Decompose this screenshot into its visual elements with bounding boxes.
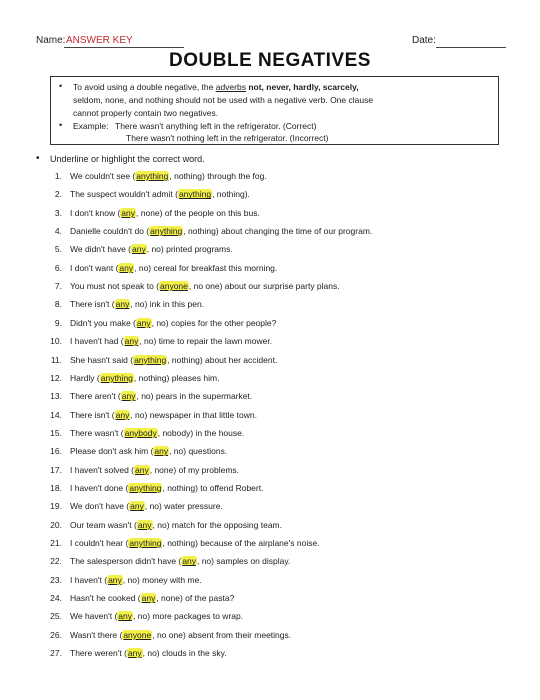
list-item <box>0 410 540 428</box>
highlighted-answer: anything <box>150 226 183 237</box>
item-sentence: There aren't (any, no) pears in the supermarket. <box>70 391 253 402</box>
highlighted-answer: any <box>136 317 151 328</box>
page-title: DOUBLE NEGATIVES <box>169 50 371 71</box>
highlighted-answer: any <box>115 409 130 420</box>
item-sentence: We don't have (any, no) water pressure. <box>70 501 223 512</box>
item-number: 25. <box>50 611 62 622</box>
item-number: 1. <box>54 171 62 181</box>
list-item <box>0 501 540 519</box>
item-number: 18. <box>50 482 62 493</box>
item-sentence: There weren't (any, no) clouds in the sky. <box>70 648 227 659</box>
highlighted-answer: any <box>124 336 139 347</box>
list-item <box>0 244 540 262</box>
item-sentence: The salesperson didn't have (any, no) samples on display. <box>70 556 291 567</box>
item-number: 14. <box>50 409 62 420</box>
item-number: 19. <box>50 501 62 512</box>
item-number: 22. <box>50 556 62 567</box>
item-sentence: Didn't you make (any, no) copies for the other people? <box>70 317 277 328</box>
list-item <box>0 446 540 464</box>
highlighted-answer: any <box>130 501 144 512</box>
rule-line-2: seldom, none, and nothing should not be used with a negative verb. One clause <box>73 95 374 105</box>
highlighted-answer: any <box>182 556 196 567</box>
highlighted-answer: any <box>135 464 149 475</box>
date-line <box>436 47 506 48</box>
item-number: 27. <box>50 648 62 659</box>
item-number: 8. <box>54 299 62 310</box>
item-sentence: There isn't (any, no) ink in this pen. <box>70 299 205 310</box>
name-value: ANSWER KEY <box>66 35 133 46</box>
list-item <box>0 538 540 556</box>
list-item <box>0 520 540 538</box>
item-sentence: I haven't had (any, no) time to repair the lawn mower. <box>70 336 273 347</box>
item-sentence: Hasn't he cooked (any, none) of the pasta? <box>70 593 235 604</box>
item-sentence: Our team wasn't (any, no) match for the opposing team. <box>70 519 282 530</box>
highlighted-answer: anything <box>100 372 133 383</box>
list-item <box>0 630 540 648</box>
bullet-icon: • <box>59 81 63 91</box>
list-item <box>0 336 540 354</box>
highlighted-answer: anyone <box>123 629 152 640</box>
list-item <box>0 428 540 446</box>
example-correct: There wasn't anything left in the refrigerator. (Correct) <box>115 121 317 131</box>
highlighted-answer: anyone <box>160 281 188 292</box>
item-sentence: You must not speak to (anyone, no one) about our surprise party plans. <box>70 281 340 292</box>
example-incorrect: There wasn't nothing left in the refrigerator. (Incorrect) <box>126 133 329 143</box>
highlighted-answer: any <box>118 611 133 622</box>
name-label: Name: <box>36 35 66 46</box>
item-sentence: We didn't have (any, no) printed programs. <box>70 244 233 255</box>
item-sentence: She hasn't said (anything, nothing) about her accident. <box>70 354 278 365</box>
item-sentence: Please don't ask him (any, no) questions. <box>70 446 228 457</box>
bullet-icon: • <box>36 153 40 164</box>
highlighted-answer: any <box>137 519 152 530</box>
item-number: 11. <box>50 354 62 365</box>
list-item <box>0 373 540 391</box>
list-item <box>0 171 540 189</box>
highlighted-answer: anything <box>136 171 169 181</box>
item-number: 26. <box>50 629 62 640</box>
name-line <box>64 47 184 48</box>
highlighted-answer: any <box>115 299 130 310</box>
highlighted-answer: anything <box>129 482 162 493</box>
item-number: 21. <box>50 538 62 548</box>
list-item <box>0 355 540 373</box>
list-item <box>0 556 540 574</box>
list-item <box>0 391 540 409</box>
item-number: 15. <box>50 427 62 438</box>
item-number: 12. <box>50 372 62 383</box>
item-number: 5. <box>54 244 62 255</box>
list-item <box>0 318 540 336</box>
item-sentence: I don't want (any, no) cereal for breakfast this morning. <box>70 262 278 273</box>
item-number: 3. <box>54 207 62 218</box>
list-item <box>0 483 540 501</box>
item-sentence: I haven't solved (any, none) of my problems. <box>70 464 240 475</box>
item-number: 4. <box>54 226 62 237</box>
date-label: Date: <box>412 35 436 46</box>
example-label: Example: <box>73 121 109 131</box>
item-number: 6. <box>54 262 62 273</box>
item-sentence: Wasn't there (anyone, no one) absent from their meetings. <box>70 629 292 640</box>
highlighted-answer: anything <box>178 189 212 200</box>
list-item <box>0 208 540 226</box>
item-number: 20. <box>50 519 62 530</box>
list-item <box>0 575 540 593</box>
item-number: 17. <box>50 464 62 475</box>
item-sentence: I haven't done (anything, nothing) to offend Robert. <box>70 482 264 493</box>
list-item <box>0 299 540 317</box>
rule-line-3: cannot properly contain two negatives. <box>73 108 219 118</box>
list-item <box>0 263 540 281</box>
item-sentence: The suspect wouldn't admit (anything, nothing). <box>70 189 250 200</box>
list-item <box>0 648 540 666</box>
highlighted-answer: any <box>154 446 169 457</box>
list-item <box>0 611 540 629</box>
item-sentence: There wasn't (anybody, nobody) in the house. <box>70 427 245 438</box>
item-number: 16. <box>50 446 62 457</box>
list-item <box>0 281 540 299</box>
item-sentence: There isn't (any, no) newspaper in that little town. <box>70 409 257 420</box>
instruction: Underline or highlight the correct word. <box>50 154 205 164</box>
item-number: 9. <box>54 317 62 328</box>
bullet-icon: • <box>59 120 63 130</box>
highlighted-answer: anybody <box>124 427 157 438</box>
item-sentence: We couldn't see (anything, nothing) through the fog. <box>70 171 267 181</box>
item-sentence: We haven't (any, no) more packages to wrap. <box>70 611 244 622</box>
highlighted-answer: any <box>121 207 136 218</box>
item-sentence: I couldn't hear (anything, nothing) because of the airplane's noise. <box>70 538 320 548</box>
highlighted-answer: any <box>119 262 134 273</box>
list-item <box>0 226 540 244</box>
highlighted-answer: any <box>132 244 146 255</box>
highlighted-answer: any <box>141 593 156 604</box>
highlighted-answer: any <box>108 574 122 585</box>
item-sentence: I haven't (any, no) money with me. <box>70 574 202 585</box>
highlighted-answer: any <box>121 391 136 402</box>
item-number: 10. <box>50 336 62 347</box>
item-number: 2. <box>54 189 62 200</box>
item-sentence: Danielle couldn't do (anything, nothing) about changing the time of our program. <box>70 226 373 237</box>
item-number: 23. <box>50 574 62 585</box>
highlighted-answer: any <box>127 648 142 659</box>
highlighted-answer: anything <box>129 538 162 548</box>
list-item <box>0 189 540 207</box>
item-number: 24. <box>50 593 62 604</box>
item-sentence: Hardly (anything, nothing) pleases him. <box>70 372 220 383</box>
rule-line-1: To avoid using a double negative, the adverbs not, never, hardly, scarcely, <box>73 82 359 92</box>
list-item <box>0 465 540 483</box>
item-sentence: I don't know (any, none) of the people on this bus. <box>70 207 260 218</box>
list-item <box>0 593 540 611</box>
highlighted-answer: anything <box>134 354 167 365</box>
item-number: 7. <box>54 281 62 292</box>
item-number: 13. <box>50 391 62 402</box>
rule-box <box>50 76 499 145</box>
